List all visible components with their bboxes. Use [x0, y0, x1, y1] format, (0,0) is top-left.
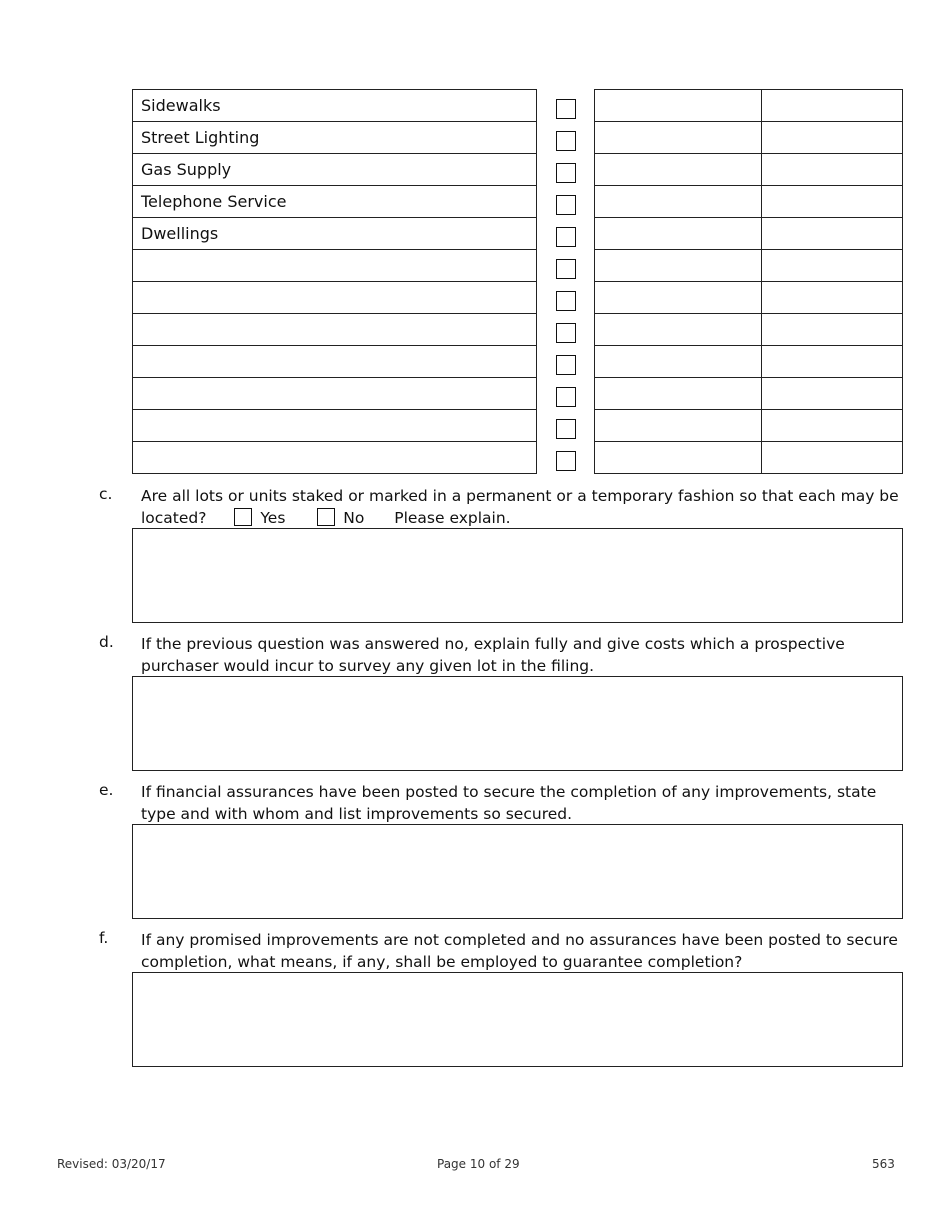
- improvement-checkbox[interactable]: [556, 163, 576, 183]
- improvement-detail-cell[interactable]: [594, 121, 762, 154]
- improvement-name-cell[interactable]: [132, 409, 537, 442]
- question-c-line2-prefix: located?: [141, 509, 207, 527]
- yes-checkbox[interactable]: [234, 508, 252, 526]
- question-e-text: If financial assurances have been posted to secure the completion of any improvements, state type and with whom and list improvements so secured.: [141, 783, 877, 823]
- question-f-letter: f.: [99, 929, 109, 947]
- improvement-detail-cell[interactable]: [594, 217, 762, 250]
- improvement-checkbox[interactable]: [556, 323, 576, 343]
- improvement-detail-cell[interactable]: [594, 281, 762, 314]
- improvement-checkbox[interactable]: [556, 355, 576, 375]
- question-e-letter: e.: [99, 781, 114, 799]
- improvement-status-cell[interactable]: [761, 313, 903, 346]
- improvement-name-cell[interactable]: [132, 281, 537, 314]
- question-d-answer-box[interactable]: [132, 676, 903, 771]
- no-label: No: [343, 509, 365, 527]
- improvement-detail-cell[interactable]: [594, 345, 762, 378]
- improvement-status-cell[interactable]: [761, 217, 903, 250]
- explain-label: Please explain.: [394, 509, 511, 527]
- question-c-answer-box[interactable]: [132, 528, 903, 623]
- no-checkbox[interactable]: [317, 508, 335, 526]
- improvement-checkbox[interactable]: [556, 195, 576, 215]
- improvement-checkbox[interactable]: [556, 451, 576, 471]
- improvement-checkbox[interactable]: [556, 99, 576, 119]
- improvement-checkbox[interactable]: [556, 419, 576, 439]
- improvement-name-cell[interactable]: [132, 313, 537, 346]
- improvement-name-cell[interactable]: Street Lighting: [132, 121, 537, 154]
- improvement-status-cell[interactable]: [761, 249, 903, 282]
- improvement-status-cell[interactable]: [761, 153, 903, 186]
- improvement-status-cell[interactable]: [761, 409, 903, 442]
- question-d-letter: d.: [99, 633, 114, 651]
- improvement-status-cell[interactable]: [761, 345, 903, 378]
- improvement-detail-cell[interactable]: [594, 409, 762, 442]
- improvement-detail-cell[interactable]: [594, 249, 762, 282]
- question-f-answer-box[interactable]: [132, 972, 903, 1067]
- footer-revised: Revised: 03/20/17: [57, 1157, 166, 1171]
- improvement-name-cell[interactable]: [132, 345, 537, 378]
- footer-page-number: Page 10 of 29: [437, 1157, 520, 1171]
- improvement-status-cell[interactable]: [761, 185, 903, 218]
- footer-form-number: 563: [872, 1157, 895, 1171]
- improvement-name-cell[interactable]: Gas Supply: [132, 153, 537, 186]
- improvement-checkbox[interactable]: [556, 291, 576, 311]
- improvement-status-cell[interactable]: [761, 377, 903, 410]
- improvement-checkbox[interactable]: [556, 227, 576, 247]
- improvement-name-cell[interactable]: Telephone Service: [132, 185, 537, 218]
- improvement-checkbox[interactable]: [556, 387, 576, 407]
- yes-label: Yes: [260, 509, 286, 527]
- improvement-checkbox[interactable]: [556, 131, 576, 151]
- question-c-line1: Are all lots or units staked or marked in a permanent or a temporary fashion so that each may be: [141, 487, 899, 505]
- improvement-detail-cell[interactable]: [594, 89, 762, 122]
- improvement-detail-cell[interactable]: [594, 185, 762, 218]
- improvement-status-cell[interactable]: [761, 89, 903, 122]
- improvement-detail-cell[interactable]: [594, 441, 762, 474]
- improvement-status-cell[interactable]: [761, 281, 903, 314]
- improvement-status-cell[interactable]: [761, 441, 903, 474]
- question-e-answer-box[interactable]: [132, 824, 903, 919]
- improvement-checkbox[interactable]: [556, 259, 576, 279]
- improvement-name-cell[interactable]: [132, 441, 537, 474]
- improvement-detail-cell[interactable]: [594, 313, 762, 346]
- improvement-name-cell[interactable]: [132, 377, 537, 410]
- improvement-name-cell[interactable]: Sidewalks: [132, 89, 537, 122]
- improvement-name-cell[interactable]: Dwellings: [132, 217, 537, 250]
- improvement-detail-cell[interactable]: [594, 153, 762, 186]
- question-c-text: [141, 485, 901, 529]
- question-d-text: If the previous question was answered no, explain fully and give costs which a prospective purchaser would incur to survey any given lot in the filing.: [141, 635, 845, 675]
- improvement-detail-cell[interactable]: [594, 377, 762, 410]
- improvement-name-cell[interactable]: [132, 249, 537, 282]
- question-c-line2: [141, 507, 901, 529]
- question-f-text: If any promised improvements are not completed and no assurances have been posted to secure completion, what means, if any, shall be employed to guarantee completion?: [141, 931, 898, 971]
- question-c-letter: c.: [99, 485, 113, 503]
- improvement-status-cell[interactable]: [761, 121, 903, 154]
